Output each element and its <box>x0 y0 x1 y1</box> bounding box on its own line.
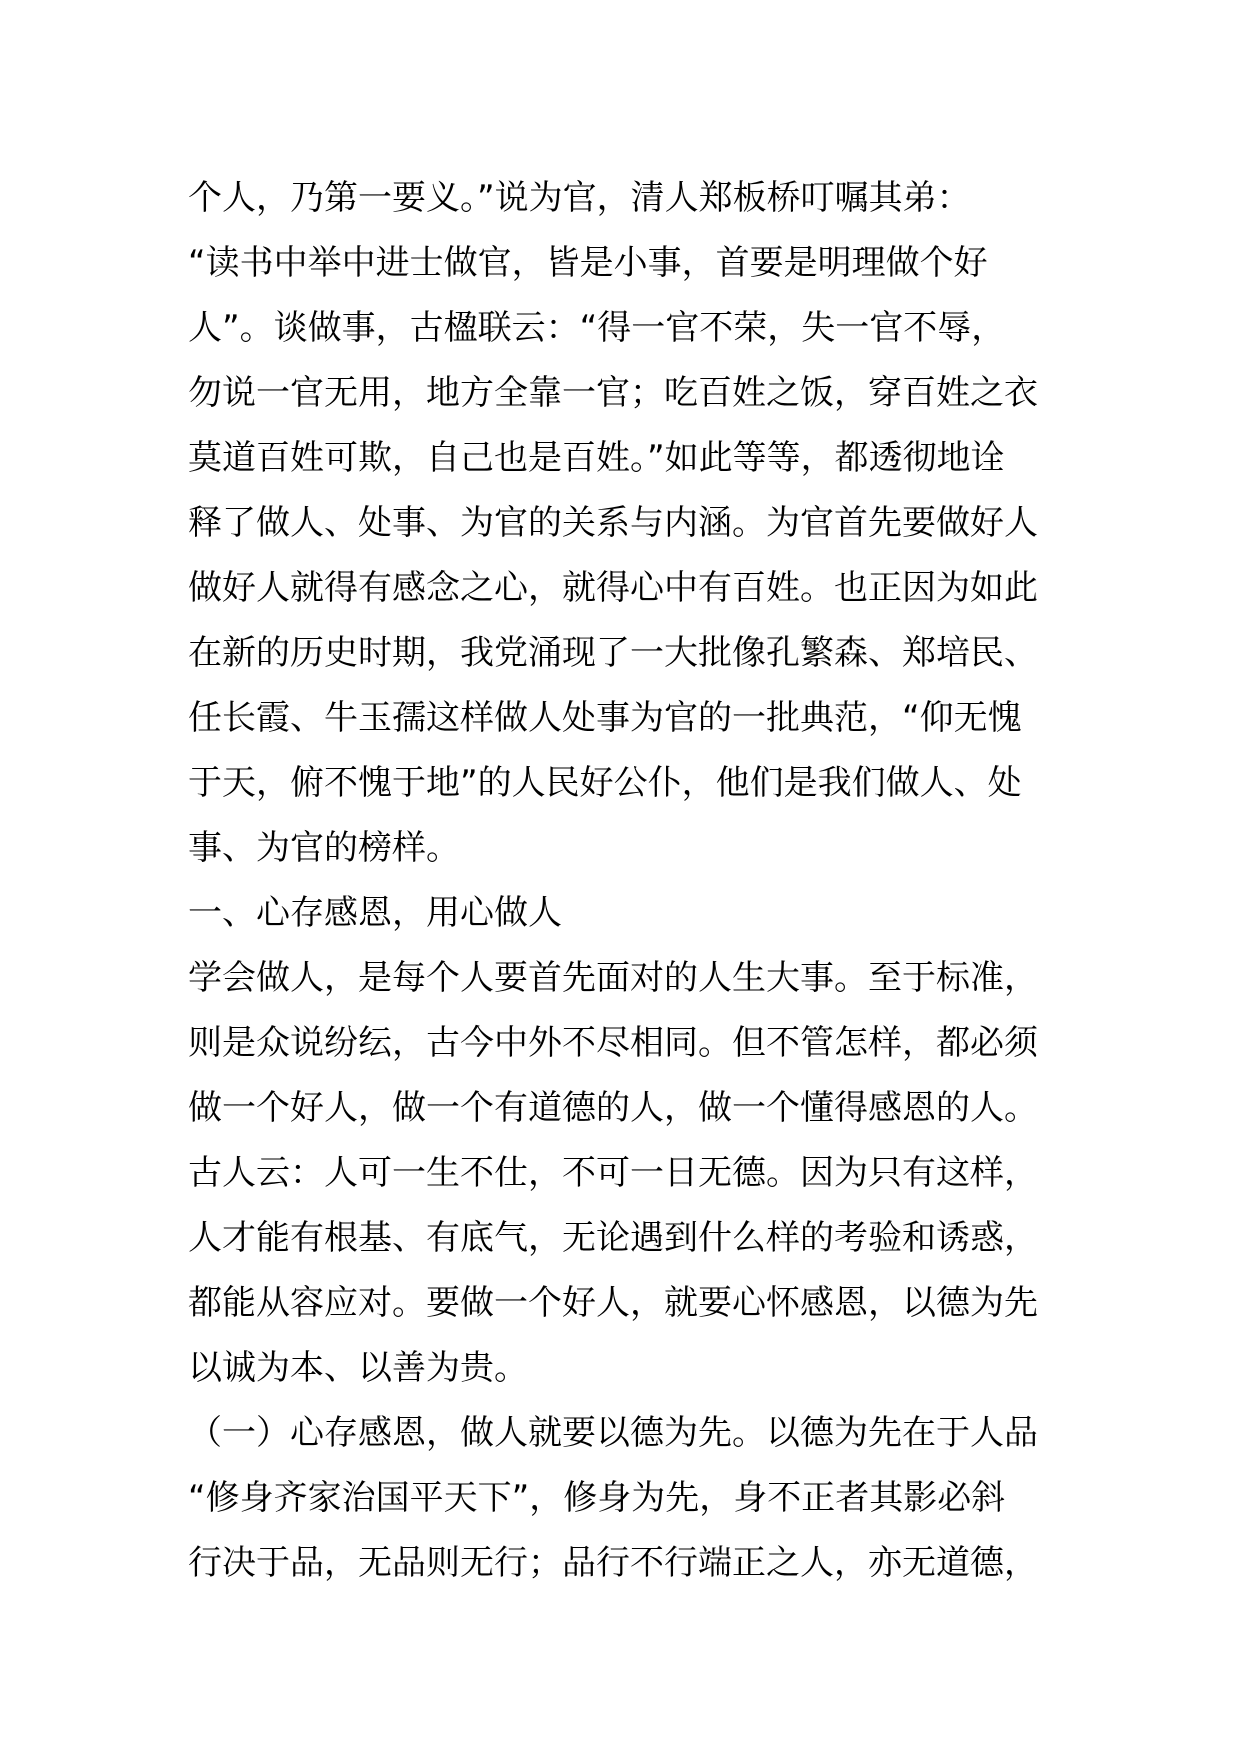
paragraph-line: 都能从容应对。要做一个好人，就要心怀感恩，以德为先 <box>188 1283 1038 1323</box>
paragraph-line: “修身齐家治国平天下”，修身为先，身不正者其影必斜 <box>188 1478 1006 1518</box>
body-text <box>188 166 1068 1596</box>
paragraph-line: 于天，俯不愧于地”的人民好公仆，他们是我们做人、处 <box>188 763 1022 803</box>
paragraph-line: 事、为官的榜样。 <box>188 828 460 868</box>
paragraph-line: 莫道百姓可欺，自己也是百姓。”如此等等，都透彻地诠 <box>188 438 1005 478</box>
paragraph-line: 以诚为本、以善为贵。 <box>188 1348 528 1388</box>
paragraph-line: “读书中举中进士做官，皆是小事，首要是明理做个好 <box>188 243 988 283</box>
paragraph-line: 人”。谈做事，古楹联云：“得一官不荣，失一官不辱， <box>188 308 1006 348</box>
section-heading: 一、心存感恩，用心做人 <box>188 893 562 933</box>
paragraph-line: 释了做人、处事、为官的关系与内涵。为官首先要做好人 <box>188 503 1038 543</box>
paragraph-line: 行决于品，无品则无行；品行不行端正之人，亦无道德， <box>188 1543 1038 1583</box>
paragraph-line: 人才能有根基、有底气，无论遇到什么样的考验和诱惑， <box>188 1218 1038 1258</box>
paragraph-line: 做好人就得有感念之心，就得心中有百姓。也正因为如此 <box>188 568 1038 608</box>
paragraph-line: 勿说一官无用，地方全靠一官；吃百姓之饭，穿百姓之衣 <box>188 373 1038 413</box>
paragraph-line: 学会做人，是每个人要首先面对的人生大事。至于标准， <box>188 958 1038 998</box>
paragraph-line: 则是众说纷纭，古今中外不尽相同。但不管怎样，都必须 <box>188 1023 1038 1063</box>
paragraph-line: 在新的历史时期，我党涌现了一大批像孔繁森、郑培民、 <box>188 633 1038 673</box>
paragraph-line: 古人云：人可一生不仕，不可一日无德。因为只有这样， <box>188 1153 1038 1193</box>
paragraph-line: 任长霞、牛玉孺这样做人处事为官的一批典范，“仰无愧 <box>188 698 1022 738</box>
paragraph-line: 做一个好人，做一个有道德的人，做一个懂得感恩的人。 <box>188 1088 1038 1128</box>
paragraph-line: （一）心存感恩，做人就要以德为先。以德为先在于人品 <box>188 1413 1038 1453</box>
paragraph-line: 个人，乃第一要义。”说为官，清人郑板桥叮嘱其弟： <box>188 178 971 218</box>
